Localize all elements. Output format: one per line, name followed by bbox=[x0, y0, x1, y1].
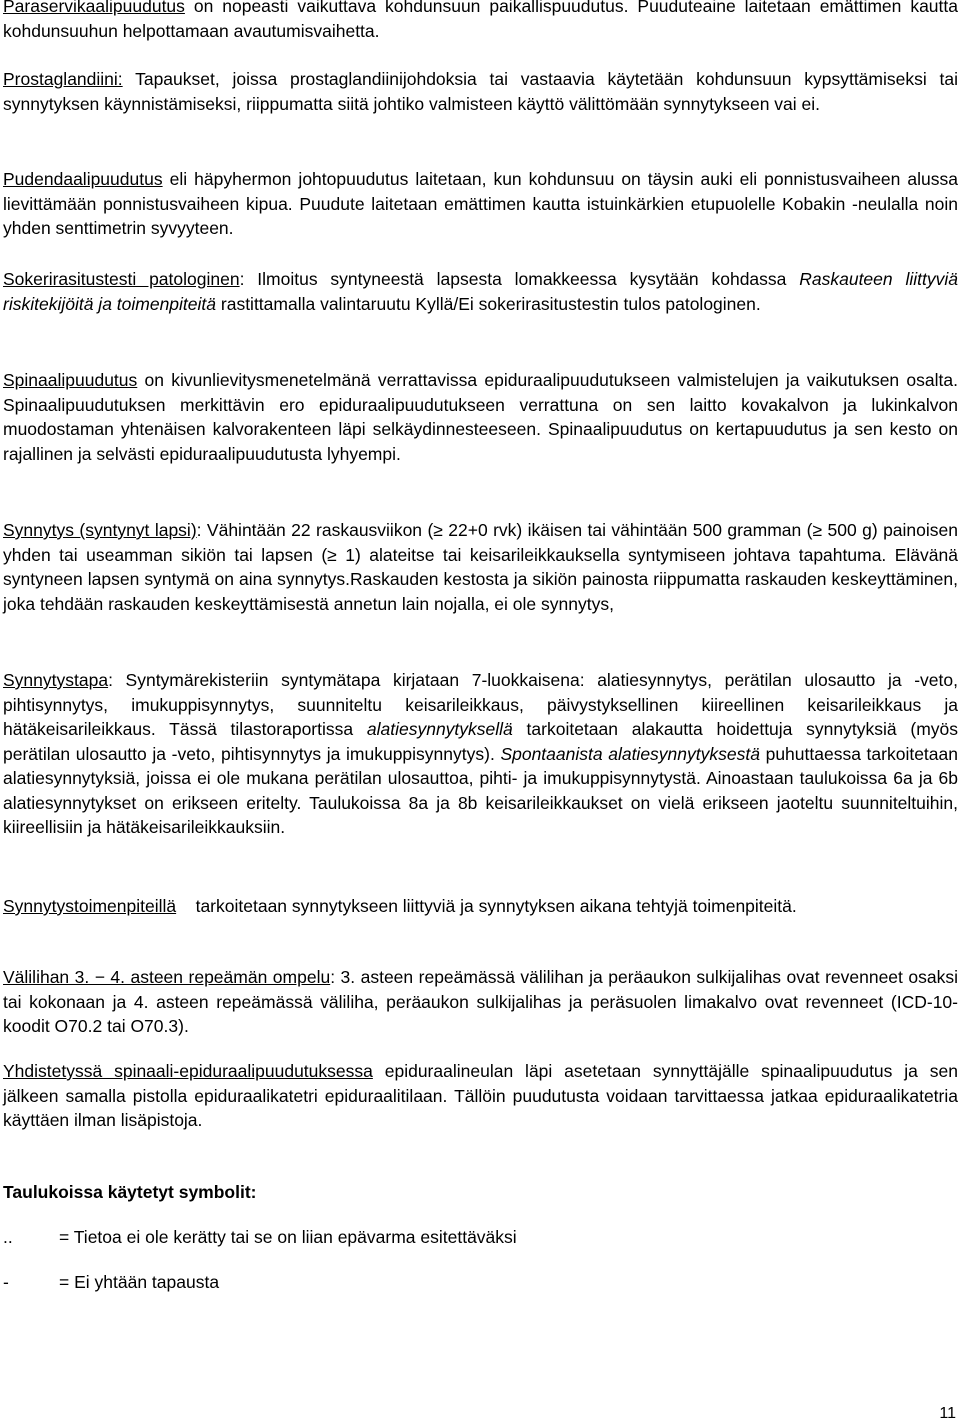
definition-paraservikaalipuudutus bbox=[3, 0, 958, 43]
definition-synnytystapa bbox=[3, 668, 958, 840]
definition-text: on kivunlievitysmenetelmänä verrattavissa epiduraalipuudutukseen valmistelujen ja vaikutuksen osalta. Spinaalipuudutuksen merkittävin ero epiduraalipuudutukseen verrattuna on sen laitto kovakalvon ja lukinkalvon muodostaman yhtenäisen kalvorakenteen läpi selkäydinnesteeseen. Spinaalipuudutus on kertapuudutus ja sen kesto on rajallinen ja selvästi epiduraalipuudutusta lyhyempi. bbox=[3, 370, 958, 464]
symbol-description: = Tietoa ei ole kerätty tai se on liian epävarma esitettäväksi bbox=[59, 1227, 517, 1247]
symbol-row bbox=[3, 1270, 219, 1294]
term-valilihan-repeama: Välilihan 3. − 4. asteen repeämän ompelu bbox=[3, 967, 331, 987]
definition-text: epiduraalineulan läpi asetetaan synnyttäjälle spinaalipuudutus ja sen jälkeen samalla pistolla epiduraalikatetri epiduraalitilaan. Tällöin puudutusta voidaan tarvittaessa jatkaa epiduraalikatetria käyttäen ilman lisäpistoja. bbox=[3, 1061, 958, 1130]
definition-text: : Vähintään 22 raskausviikon (≥ 22+0 rvk) ikäisen tai vähintään 500 gramman (≥ 500 g) painoisen yhden tai useamman sikiön tai lapsen (≥ 1) alateitse tai keisarileikkauksella syntymiseen johtava tapahtuma. Elävänä syntyneen lapsen syntymä on aina synnytys.Raskauden kestosta ja sikiön painosta riippumatta raskauden keskeyttäminen, joka tehdään raskauden keskeyttämisestä annetun lain nojalla, ei ole synnytys, bbox=[3, 520, 958, 614]
definition-spinaalipuudutus bbox=[3, 368, 958, 466]
definition-prostaglandiini bbox=[3, 67, 958, 116]
symbol-key: - bbox=[3, 1272, 9, 1292]
definition-text: : Syntymärekisteriin syntymätapa kirjataan 7-luokkaisena: alatiesynnytys, perätilan ulosautto ja -veto, pihtisynnytys, imukuppisynnytys, suunniteltu keisarileikkaus, päivystyksellinen kiireellinen keisarileikkaus ja hätäkeisarileikkaus. Tässä tilastoraportissa bbox=[3, 670, 958, 739]
definition-text: tarkoitetaan synnytykseen liittyviä ja synnytyksen aikana tehtyjä toimenpiteitä. bbox=[176, 896, 797, 916]
term-synnytys: Synnytys (syntynyt lapsi) bbox=[3, 520, 197, 540]
italic-term-alatiesynnytys: alatiesynnytyksellä bbox=[366, 719, 513, 739]
definition-text: : Ilmoitus syntyneestä lapsesta lomakkeessa kysytään kohdassa bbox=[239, 269, 800, 289]
term-yhdistetty-puudutus: Yhdistetyssä spinaali-epiduraalipuudutuksessa bbox=[3, 1061, 373, 1081]
term-prostaglandiini: Prostaglandiini: bbox=[3, 69, 123, 89]
definition-synnytystoimenpiteilla bbox=[3, 894, 958, 919]
term-paraservikaalipuudutus: Paraservikaalipuudutus bbox=[3, 0, 185, 16]
symbols-heading: Taulukoissa käytetyt symbolit: bbox=[3, 1182, 257, 1202]
term-synnytystapa: Synnytystapa bbox=[3, 670, 109, 690]
definition-text: Tapaukset, joissa prostaglandiinijohdoksia tai vastaavia käytetään kohdunsuun kypsyttämiseksi tai synnytyksen käynnistämiseksi, riippumatta siitä johtiko valmisteen käyttö välittömään synnytykseen vai ei. bbox=[3, 69, 958, 114]
page-number: 11 bbox=[939, 1405, 956, 1422]
definition-text: eli häpyhermon johtopuudutus laitetaan, kun kohdunsuu on täysin auki eli ponnistusvaiheen alussa lievittämään ponnistusvaiheen kipua. Puudute laitetaan emättimen kautta istuinkärkien etupuolelle Kobakin -neulalla noin yhden senttimetrin syvyyteen. bbox=[3, 169, 958, 238]
italic-term-spontaani: Spontaanista alatiesynnytyksestä bbox=[500, 743, 760, 764]
term-synnytystoimenpiteilla: Synnytystoimenpiteillä bbox=[3, 896, 177, 916]
definition-valilihan-repeama bbox=[3, 965, 958, 1039]
symbol-row bbox=[3, 1225, 517, 1249]
term-spinaalipuudutus: Spinaalipuudutus bbox=[3, 370, 138, 390]
symbol-description: = Ei yhtään tapausta bbox=[59, 1272, 220, 1292]
symbol-key: .. bbox=[3, 1227, 13, 1247]
definition-text: puhuttaessa tarkoitetaan alatiesynnytyksiä, joissa ei ole mukana perätilan ulosauttoa, pihti- ja imukuppisynnytystä. Ainoastaan taulukoissa 6a ja 6b alatiesynnytykset on erikseen eritelty. Taulukoissa 8a ja 8b keisarileikkaukset on vielä erikseen jaoteltu suunniteltuihin, kiireellisiin ja hätäkeisarileikkauksiin. bbox=[3, 743, 958, 837]
definition-text: on nopeasti vaikuttava kohdunsuun paikallispuudutus. Puuduteaine laitetaan emättimen kautta kohdunsuuhun helpottamaan avautumisvaihetta. bbox=[3, 0, 958, 41]
definition-text: tarkoitetaan alakautta hoidettuja synnytyksiä (myös perätilan ulosautto ja -veto, pihtisynnytys ja imukuppisynnytys). bbox=[3, 719, 958, 764]
definition-text: rastittamalla valintaruutu Kyllä/Ei sokerirasitustestin tulos patologinen. bbox=[216, 293, 761, 314]
term-sokerirasitustesti: Sokerirasitustesti patologinen bbox=[3, 269, 240, 289]
definition-pudendaalipuudutus bbox=[3, 167, 958, 241]
term-pudendaalipuudutus: Pudendaalipuudutus bbox=[3, 169, 163, 189]
definition-synnytys bbox=[3, 518, 958, 616]
definition-text: : 3. asteen repeämässä välilihan ja peräaukon sulkijalihas ovat revenneet osaksi tai kokonaan ja 4. asteen repeämässä väliliha, peräaukon sulkijalihas ja peräsuolen limakalvo ovat revenneet (ICD-10-koodit O70.2 tai O70.3). bbox=[3, 967, 958, 1036]
definition-sokerirasitustesti bbox=[3, 267, 958, 316]
form-section-name: Raskauteen liittyviä riskitekijöitä ja toimenpiteitä bbox=[3, 269, 958, 314]
definition-yhdistetty-puudutus bbox=[3, 1059, 958, 1133]
